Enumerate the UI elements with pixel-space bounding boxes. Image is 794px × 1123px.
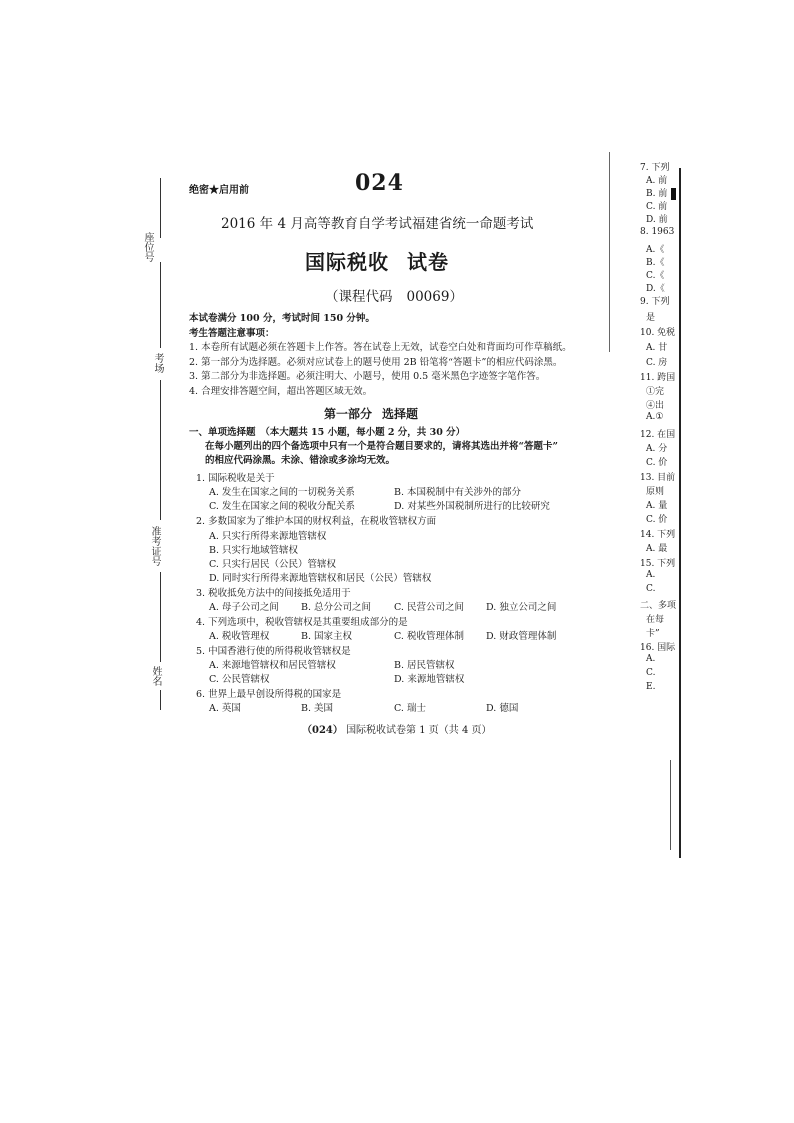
- question-option: B. 国家主权: [301, 631, 353, 642]
- note-item: 3. 第二部分为非选择题。必须注明大、小题号，使用 0.5 毫米黑色字迹签字笔作答。: [189, 371, 546, 382]
- next-page-fragment: 7. 下列: [640, 163, 670, 173]
- next-page-fragment: B.《: [646, 258, 665, 268]
- binding-line-room: [160, 380, 161, 520]
- next-page-fragment: 是: [646, 313, 656, 323]
- course-code-label: （课程代码: [325, 289, 393, 305]
- attention-title: 考生答题注意事项：: [189, 327, 275, 339]
- next-page-fragment: B. 前: [646, 189, 668, 199]
- next-page-fragment: A. 甘: [646, 343, 668, 353]
- question-option: B. 美国: [301, 703, 334, 714]
- question-option: D. 德国: [486, 703, 519, 714]
- next-page-fragment: C. 价: [646, 458, 668, 468]
- next-page-fragment: A. 量: [646, 501, 668, 511]
- section-description-line: 在每小题列出的四个备选项中只有一个是符合题目要求的，请将其选出并将“答题卡”: [205, 441, 558, 452]
- next-page-fragment: C.: [646, 668, 656, 678]
- question-option: B. 总分公司之间: [301, 602, 372, 613]
- next-page-fragment: 12. 在国: [640, 430, 676, 440]
- next-page-fragment: 16. 国际: [640, 643, 676, 653]
- subject-name: 国际税收: [305, 250, 389, 274]
- question-option: D. 同时实行所得来源地管辖权和居民（公民）管辖权: [209, 573, 432, 584]
- subject-suffix: 试卷: [407, 250, 449, 274]
- next-page-fragment: 9. 下列: [640, 297, 670, 307]
- question-option: C. 发生在国家之间的税收分配关系: [209, 501, 355, 512]
- next-page-bottom-line: [670, 760, 671, 850]
- question-stem: 3. 税收抵免方法中的间接抵免适用于: [196, 588, 351, 599]
- next-page-fragment: 13. 目前: [640, 473, 676, 483]
- course-code-value: 00069）: [406, 289, 463, 305]
- next-page-fragment: 15. 下列: [640, 559, 676, 569]
- next-page-fragment: C.《: [646, 271, 665, 281]
- question-stem: 2. 多数国家为了维护本国的财权利益，在税收管辖权方面: [196, 516, 437, 527]
- exam-title: 2016 年 4 月高等教育自学考试福建省统一命题考试: [221, 216, 534, 232]
- question-option: A. 来源地管辖权和居民管辖权: [209, 660, 336, 671]
- question-option: A. 英国: [209, 703, 241, 714]
- next-page-edge: [609, 152, 610, 352]
- footer-text: 国际税收试卷第 1 页（共 4 页）: [346, 725, 492, 736]
- footer-code: （024）: [302, 725, 343, 736]
- next-page-fragment: D. 前: [646, 215, 668, 225]
- next-page-fragment: A.①: [646, 412, 664, 422]
- note-item: 4. 合理安排答题空间，超出答题区域无效。: [189, 385, 373, 397]
- next-page-fragment: D.《: [646, 284, 665, 294]
- next-page-fragment: C. 房: [646, 358, 668, 368]
- next-page-fragment: A. 分: [646, 444, 668, 454]
- name-label: 姓名: [150, 666, 161, 686]
- question-option: B. 居民管辖权: [394, 660, 455, 671]
- note-item: 2. 第一部分为选择题。必须对应试卷上的题号使用 2B 铅笔将“答题卡”的相应代码涂黑。: [189, 356, 563, 368]
- next-page-fragment: ①完: [646, 387, 665, 397]
- exam-room-label: 考场: [152, 353, 163, 373]
- section-heading: 一、单项选择题 （本大题共 15 小题，每小题 2 分，共 30 分）: [189, 427, 466, 438]
- score-time-note: 本试卷满分 100 分，考试时间 150 分钟。: [189, 313, 375, 324]
- question-option: C. 公民管辖权: [209, 674, 270, 685]
- next-page-fragment: 14. 下列: [640, 530, 676, 540]
- question-option: A. 只实行所得来源地管辖权: [209, 531, 327, 542]
- question-option: D. 财政管理体制: [486, 631, 557, 642]
- binding-line-seat: [160, 262, 161, 348]
- question-option: D. 来源地管辖权: [394, 674, 465, 685]
- part-title-main: 第一部分: [324, 407, 373, 421]
- question-stem: 6. 世界上最早创设所得税的国家是: [196, 689, 342, 700]
- exam-notes: [189, 312, 572, 399]
- next-page-fragment: C.: [646, 584, 656, 594]
- next-page-fragment: A. 前: [646, 176, 668, 186]
- question-option: C. 民营公司之间: [394, 602, 464, 613]
- binding-line-top: [160, 178, 161, 238]
- question-option: D. 对某些外国税制所进行的比较研究: [394, 501, 550, 512]
- part-title-suffix: 选择题: [382, 407, 419, 421]
- next-page-fragment: A.: [646, 654, 656, 664]
- section-description-line: 的相应代码涂黑。未涂、错涂或多涂均无效。: [205, 455, 396, 466]
- next-page-strip: [640, 160, 680, 720]
- question-option: C. 只实行居民（公民）管辖权: [209, 559, 336, 570]
- admission-number-label: 准考证号: [149, 526, 160, 566]
- question-option: B. 只实行地域管辖权: [209, 545, 299, 556]
- question-option: A. 税收管理权: [209, 631, 270, 642]
- question-option: A. 母子公司之间: [209, 602, 279, 613]
- exam-code: 024: [355, 170, 404, 196]
- next-page-fragment: 原则: [646, 487, 665, 497]
- subject-title: [305, 246, 449, 275]
- next-page-fragment: C. 价: [646, 515, 668, 525]
- binding-line-admission: [160, 572, 161, 662]
- section-description: [205, 440, 558, 468]
- next-page-fragment: 卡”: [646, 629, 660, 639]
- question-option: C. 瑞士: [394, 703, 426, 714]
- next-page-fragment: 11. 跨国: [640, 373, 676, 383]
- question-stem: 5. 中国香港行使的所得税收管辖权是: [196, 646, 351, 657]
- next-page-fragment: C. 前: [646, 202, 668, 212]
- next-page-fragment: 10. 免税: [640, 328, 676, 338]
- question-option: B. 本国税制中有关涉外的部分: [394, 487, 522, 498]
- course-code: [325, 285, 463, 305]
- next-page-fragment: 二、多项: [640, 601, 677, 611]
- next-page-fragment: ④出: [646, 401, 665, 411]
- page-footer: [302, 721, 492, 736]
- next-page-fragment: 8. 1963: [640, 227, 675, 237]
- note-item: 1. 本卷所有试题必须在答题卡上作答。答在试卷上无效，试卷空白处和背面均可作草稿纸。: [189, 342, 572, 353]
- question-option: C. 税收管理体制: [394, 631, 464, 642]
- next-page-fragment: A.: [646, 570, 656, 580]
- next-page-fragment: E.: [646, 682, 656, 692]
- seat-number-label: 座位号: [142, 232, 153, 262]
- binding-line-name: [160, 690, 161, 710]
- confidential-mark: 绝密★启用前: [189, 185, 249, 196]
- question-stem: 4. 下列选项中，税收管辖权是其重要组成部分的是: [196, 617, 408, 628]
- question-option: A. 发生在国家之间的一切税务关系: [209, 487, 355, 498]
- next-page-fragment: 在每: [646, 615, 665, 625]
- next-page-fragment: A. 最: [646, 544, 668, 554]
- question-stem: 1. 国际税收是关于: [196, 473, 275, 484]
- part-title: [324, 405, 418, 422]
- next-page-fragment: A.《: [646, 245, 665, 255]
- question-option: D. 独立公司之间: [486, 602, 557, 613]
